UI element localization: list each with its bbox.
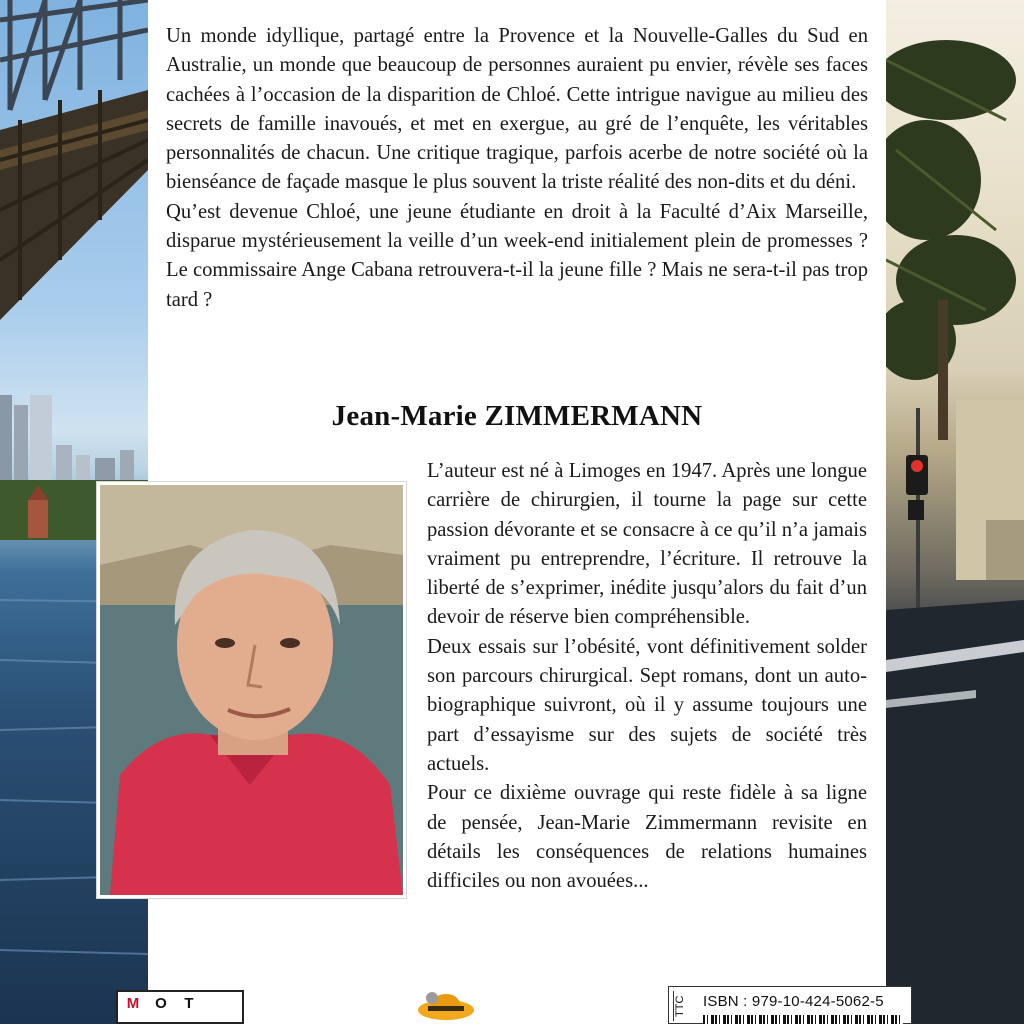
bio-paragraph-1: L’auteur est né à Limoges en 1947. Après une longue carrière de chirurgien, il tourne la page sur cette passion dévorante et se consacre à ce qu’il n’a jamais vraiment pu entreprendre, l’écriture. Il retrouve la liberté de s’exprimer, inédite jusqu’alors du fait d’un devoir de réserve bien compréhensible. — [427, 460, 867, 629]
isbn-barcode-block — [668, 986, 912, 1024]
palm-street-illustration — [886, 0, 1024, 1024]
publisher-letter-3: T — [184, 995, 194, 1012]
detective-mascot-icon — [410, 988, 482, 1024]
bio-paragraph-2: Deux essais sur l’obésité, vont définitivement solder son parcours chirurgical. Sept romans, dont un auto-biographique suivront, où il y assume toujours une part d’essayisme sur des sujets de société très actuels. — [427, 635, 867, 775]
synopsis-paragraph-2: Qu’est devenue Chloé, une jeune étudiante en droit à la Faculté d’Aix Marseille, disparue mystérieusement la veille d’un week-end initialement plein de promesses ? Le commissaire Ange Cabana retrouvera-t-il la jeune fille ? Mais ne sera-t-il pas trop tard ? — [166, 200, 868, 311]
isbn-number: ISBN : 979-10-424-5062-5 — [703, 993, 884, 1010]
bio-paragraph-3: Pour ce dixième ouvrage qui reste fidèle à sa ligne de pensée, Jean-Marie Zimmermann revisite en détails les conséquences de relations humaines difficiles ou non avouées... — [427, 782, 867, 893]
author-biography — [427, 457, 867, 896]
publisher-letter-2: O — [155, 995, 167, 1012]
barcode-icon — [703, 1015, 903, 1024]
author-portrait-photo — [97, 482, 406, 898]
publisher-letter-1: M — [126, 995, 140, 1012]
synopsis-paragraph-1: Un monde idyllique, partagé entre la Provence et la Nouvelle-Galles du Sud en Australie, un monde que beaucoup de personnes auraient pu envier, révèle ses faces cachées à l’occasion de la disparition de Chloé. Cette intrigue navigue au milieu des secrets de famille inavoués, et met en exergue, au gré de l’enquête, les véritables personnalités de chacun. Une critique tragique, parfois acerbe de notre société où la bienséance de façade masque le plus souvent la triste réalité des non-dits et du déni. — [166, 25, 868, 194]
publisher-logo — [116, 990, 244, 1024]
ttc-label: TTC — [673, 991, 691, 1021]
author-portrait-illustration — [100, 485, 403, 895]
author-name-heading: Jean-Marie ZIMMERMANN — [331, 400, 703, 432]
right-background-photo — [886, 0, 1024, 1024]
synopsis-text — [166, 22, 868, 315]
